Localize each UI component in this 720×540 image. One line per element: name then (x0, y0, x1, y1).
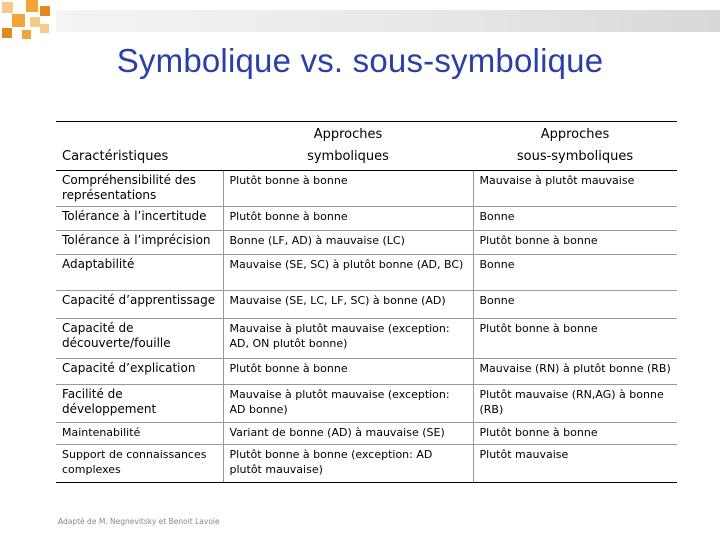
comparison-table (56, 121, 677, 483)
symbolic-cell: Mauvaise à plutôt mauvaise (exception: AD bonne) (223, 385, 473, 423)
subsymbolic-cell: Bonne (473, 291, 677, 319)
subsymbolic-cell: Plutôt bonne à bonne (473, 319, 677, 359)
table-row (56, 385, 677, 423)
header-characteristics: Caractéristiques (56, 122, 223, 171)
table-row (56, 423, 677, 445)
table-row (56, 445, 677, 483)
subsymbolic-cell: Plutôt mauvaise (RN,AG) à bonne (RB) (473, 385, 677, 423)
header-symbolic-line2: symboliques (307, 149, 389, 164)
symbolic-cell: Bonne (LF, AD) à mauvaise (LC) (223, 231, 473, 255)
symbolic-cell: Plutôt bonne à bonne (223, 359, 473, 385)
subsymbolic-cell: Plutôt bonne à bonne (473, 231, 677, 255)
feature-cell: Maintenabilité (56, 423, 223, 445)
feature-cell: Capacité d’explication (56, 359, 223, 385)
symbolic-cell: Plutôt bonne à bonne (223, 171, 473, 207)
table-row (56, 291, 677, 319)
feature-cell: Tolérance à l’imprécision (56, 231, 223, 255)
symbolic-cell: Plutôt bonne à bonne (exception: AD plutôt mauvaise) (223, 445, 473, 483)
feature-cell: Support de connaissances complexes (56, 445, 223, 483)
feature-cell: Capacité de découverte/fouille (56, 319, 223, 359)
feature-cell: Compréhensibilité des représentations (56, 171, 223, 207)
table-row (56, 319, 677, 359)
table-row (56, 255, 677, 291)
header-subsymbolic-line2: sous-symboliques (516, 149, 634, 164)
symbolic-cell: Mauvaise (SE, SC) à plutôt bonne (AD, BC) (223, 255, 473, 291)
table-header-row (56, 122, 677, 171)
symbolic-cell: Variant de bonne (AD) à mauvaise (SE) (223, 423, 473, 445)
feature-cell: Tolérance à l’incertitude (56, 207, 223, 231)
slide-title: Symbolique vs. sous-symbolique (116, 42, 604, 79)
header-subsymbolic (473, 122, 677, 171)
table-row (56, 231, 677, 255)
subsymbolic-cell: Plutôt bonne à bonne (473, 423, 677, 445)
symbolic-cell: Mauvaise (SE, LC, LF, SC) à bonne (AD) (223, 291, 473, 319)
header-subsymbolic-line1: Approches (540, 127, 610, 142)
table-row (56, 171, 677, 207)
symbolic-cell: Plutôt bonne à bonne (223, 207, 473, 231)
header-symbolic-line1: Approches (313, 127, 383, 142)
feature-cell: Capacité d’apprentissage (56, 291, 223, 319)
table-row (56, 207, 677, 231)
subsymbolic-cell: Mauvaise à plutôt mauvaise (473, 171, 677, 207)
header-gradient-bar (56, 10, 720, 32)
subsymbolic-cell: Plutôt mauvaise (473, 445, 677, 483)
symbolic-cell: Mauvaise à plutôt mauvaise (exception: AD, ON plutôt bonne) (223, 319, 473, 359)
subsymbolic-cell: Bonne (473, 207, 677, 231)
subsymbolic-cell: Bonne (473, 255, 677, 291)
table-row (56, 359, 677, 385)
feature-cell: Facilité de développement (56, 385, 223, 423)
header-symbolic (223, 122, 473, 171)
feature-cell: Adaptabilité (56, 255, 223, 291)
subsymbolic-cell: Mauvaise (RN) à plutôt bonne (RB) (473, 359, 677, 385)
footnote-credit: Adapté de M. Negnevitsky et Benoit Lavoie (58, 517, 220, 526)
